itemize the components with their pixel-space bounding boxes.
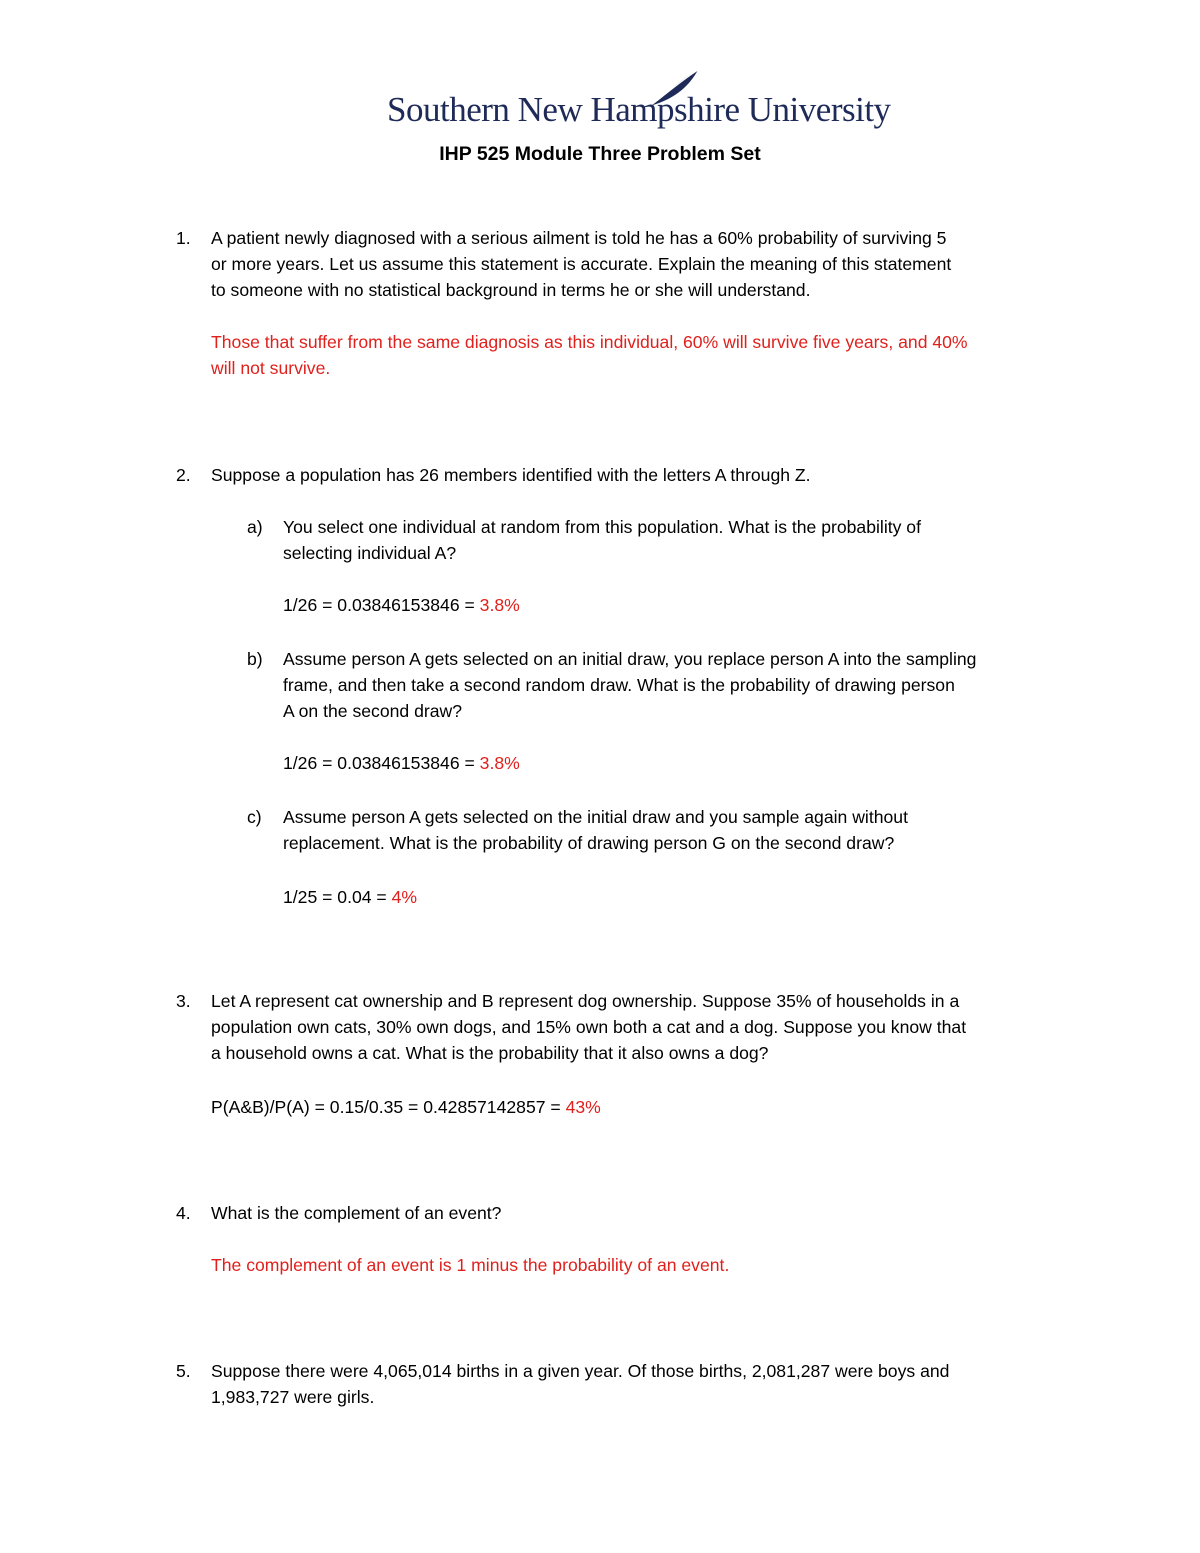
question-5-line: Suppose there were 4,065,014 births in a given year. Of those births, 2,081,287 were boys and	[211, 1361, 950, 1381]
question-2b-line: Assume person A gets selected on an initial draw, you replace person A into the sampling	[283, 649, 977, 669]
question-2b-label: b)	[247, 649, 263, 669]
question-2-number: 2.	[176, 465, 191, 485]
question-2a-line: You select one individual at random from this population. What is the probability of	[283, 517, 921, 537]
calculation: 1/26 = 0.03846153846 =	[283, 595, 480, 615]
calculation: 1/25 = 0.04 =	[283, 887, 392, 907]
question-3-answer	[211, 1094, 601, 1120]
question-2b-line: frame, and then take a second random draw. What is the probability of drawing person	[283, 675, 955, 695]
question-1-answer: Those that suffer from the same diagnosis as this individual, 60% will survive five years, and 40%	[211, 332, 968, 352]
question-4-answer: The complement of an event is 1 minus the probability of an event.	[211, 1255, 730, 1275]
page-title: IHP 525 Module Three Problem Set	[439, 143, 761, 165]
question-3-line: population own cats, 30% own dogs, and 15% own both a cat and a dog. Suppose you know that	[211, 1017, 967, 1037]
question-4-number: 4.	[176, 1203, 191, 1223]
question-2c-answer	[283, 884, 417, 910]
question-2-text: Suppose a population has 26 members identified with the letters A through Z.	[211, 465, 811, 485]
answer-result: 4%	[391, 887, 418, 907]
calculation: 1/26 = 0.03846153846 =	[283, 753, 480, 773]
answer-result: 43%	[565, 1097, 601, 1117]
question-2c-label: c)	[247, 807, 262, 827]
question-5-line: 1,983,727 were girls.	[211, 1387, 375, 1407]
question-2c-line: replacement. What is the probability of drawing person G on the second draw?	[283, 833, 895, 853]
question-1-number: 1.	[176, 228, 191, 248]
question-2c-line: Assume person A gets selected on the initial draw and you sample again without	[283, 807, 908, 827]
question-1-answer: will not survive.	[211, 358, 331, 378]
question-2b-answer	[283, 750, 520, 776]
question-1-line: A patient newly diagnosed with a serious ailment is told he has a 60% probability of surviving 5	[211, 228, 947, 248]
university-logo	[387, 68, 891, 138]
question-1-line: to someone with no statistical background in terms he or she will understand.	[211, 280, 811, 300]
question-2a-answer	[283, 592, 520, 618]
answer-result: 3.8%	[479, 595, 520, 615]
question-2a-line: selecting individual A?	[283, 543, 457, 563]
question-3-number: 3.	[176, 991, 191, 1011]
question-1-line: or more years. Let us assume this statement is accurate. Explain the meaning of this statement	[211, 254, 952, 274]
logo-text: Southern New Hampshire University	[387, 90, 891, 129]
question-3-line: Let A represent cat ownership and B represent dog ownership. Suppose 35% of households in a	[211, 991, 960, 1011]
question-3-line: a household owns a cat. What is the probability that it also owns a dog?	[211, 1043, 769, 1063]
question-2b-line: A on the second draw?	[283, 701, 462, 721]
question-5-number: 5.	[176, 1361, 191, 1381]
answer-result: 3.8%	[479, 753, 520, 773]
question-4-text: What is the complement of an event?	[211, 1203, 502, 1223]
calculation: P(A&B)/P(A) = 0.15/0.35 = 0.42857142857 =	[211, 1097, 566, 1117]
question-2a-label: a)	[247, 517, 263, 537]
